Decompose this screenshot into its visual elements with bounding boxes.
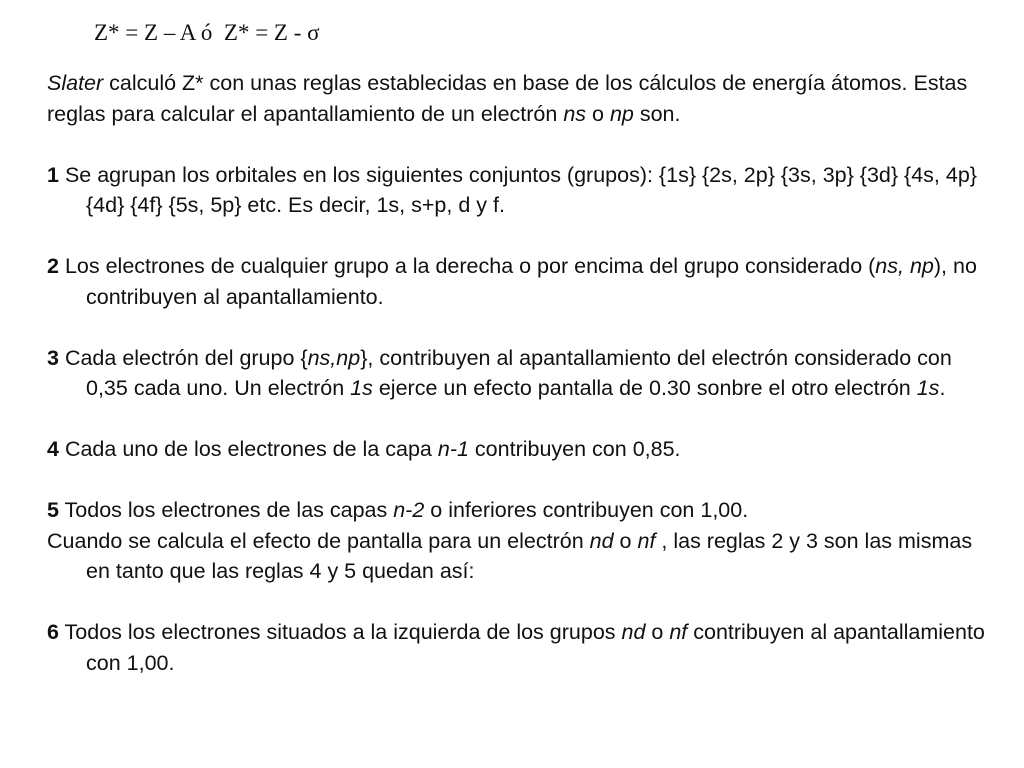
rule-3: 3 Cada electrón del grupo {ns,np}, contribuyen al apantallamiento del electrón considerado con 0,35 cada uno. Un electrón 1s ejerce un efecto pantalla de 0.30 sonbre el otro electrón 1s. xyxy=(47,345,952,400)
rule-6: 6 Todos los electrones situados a la izquierda de los grupos nd o nf contribuyen al apantallamiento con 1,00. xyxy=(47,620,985,675)
nd-nf-note: Cuando se calcula el efecto de pantalla para un electrón nd o nf , las reglas 2 y 3 son las mismas en tanto que las reglas 4 y 5 quedan así: xyxy=(47,528,973,583)
rule-number: 3 xyxy=(47,345,59,370)
intro-paragraph: Slater calculó Z* con unas reglas establecidas en base de los cálculos de energía átomos. Estas reglas para calcular el apantallamiento de un electrón ns o np son. xyxy=(47,71,968,126)
rule-number: 2 xyxy=(47,254,59,278)
rule-5: 5 Todos los electrones de las capas n-2 o inferiores contribuyen con 1,00. xyxy=(47,498,749,522)
effective-charge-formula: Z* = Z – A ó Z* = Z - σ xyxy=(94,20,320,45)
slater-rules-text xyxy=(47,68,997,678)
rule-number: 5 xyxy=(47,498,59,522)
rule-4: 4 Cada uno de los electrones de la capa n-1 contribuyen con 0,85. xyxy=(47,437,681,461)
rule-number: 4 xyxy=(47,437,59,461)
slater-name: Slater xyxy=(47,71,104,95)
rule-number: 1 xyxy=(47,162,59,187)
rule-number: 6 xyxy=(47,620,59,644)
rule-1: 1 Se agrupan los orbitales en los siguientes conjuntos (grupos): {1s} {2s, 2p} {3s, 3p} {3d} {4s, 4p} {4d} {4f} {5s, 5p} etc. Es decir, 1s, s+p, d y f. xyxy=(47,162,977,217)
rule-2: 2 Los electrones de cualquier grupo a la derecha o por encima del grupo considerado (ns, np), no contribuyen al apantallamiento. xyxy=(47,254,977,309)
